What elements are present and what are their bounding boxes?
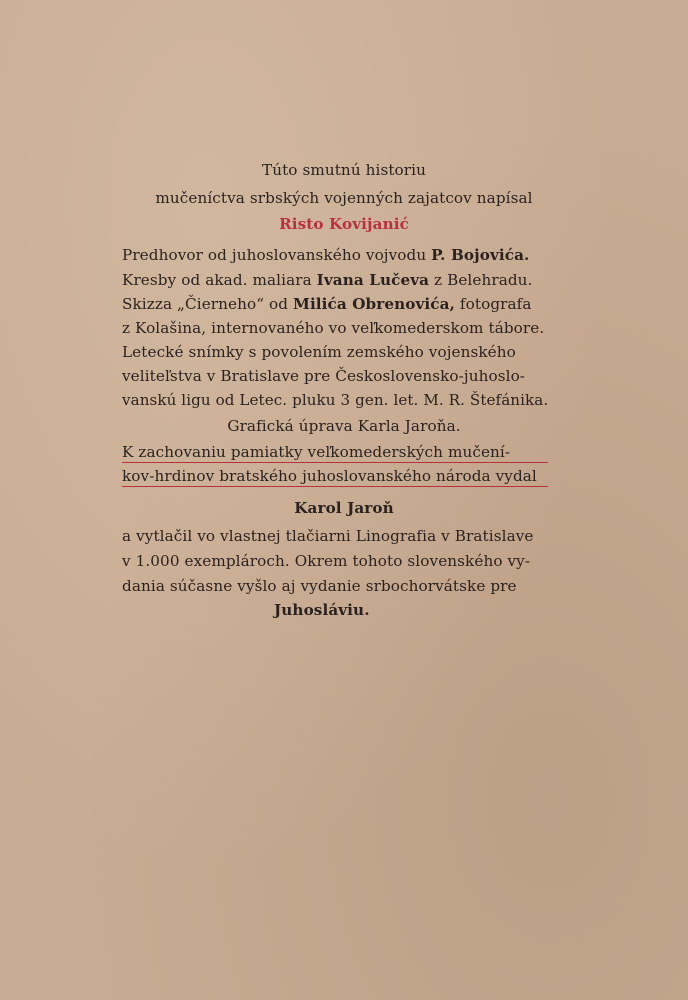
body-line-league: vanskú ligu od Letec. pluku 3 gen. let. M. R. Štefánika.	[122, 391, 549, 409]
intro-line-1: Túto smutnú historiu	[261, 161, 427, 179]
intro-line-2: mučeníctva srbských vojenných zajatcov napísal	[155, 189, 533, 207]
dedication-line-2: kov-hrdinov bratského juhoslovanského národa vydal	[122, 467, 537, 485]
body-line-sketch	[122, 294, 532, 314]
preface-text: Predhovor od juhoslovanského vojvodu	[122, 246, 432, 264]
publisher-line-3: dania súčasne vyšlo aj vydanie srbochorvátske pre	[122, 577, 517, 595]
publisher-line-4: Juhosláviu.	[274, 601, 370, 619]
author-name: Risto Kovijanić	[279, 215, 409, 233]
drawings-origin: z Belehradu.	[429, 271, 533, 289]
body-line-graphic: Grafická úprava Karla Jaroňa.	[227, 417, 461, 435]
publisher-line-2: v 1.000 exemplároch. Okrem tohoto slovenského vy-	[122, 552, 531, 570]
preface-name: P. Bojovića.	[431, 246, 530, 264]
body-line-command: veliteľstva v Bratislave pre Československo-juhoslo-	[122, 367, 526, 385]
dedication-underline-2	[122, 486, 548, 487]
publisher-line-1: a vytlačil vo vlastnej tlačiarni Linografia v Bratislave	[122, 527, 534, 545]
dedication-underline-1	[122, 462, 548, 463]
dedication-line-1: K zachovaniu pamiatky veľkomederských mučení-	[122, 443, 511, 461]
body-line-kolasin: z Kolašina, internovaného vo veľkomederskom tábore.	[122, 319, 545, 337]
drawings-text: Kresby od akad. maliara	[122, 271, 317, 289]
painter-name: Ivana Lučeva	[316, 271, 430, 289]
sketch-text: Skizza „Čierneho“ od	[122, 295, 294, 313]
body-line-aerial: Letecké snímky s povolením zemského vojenského	[122, 343, 516, 361]
body-line-drawings	[122, 270, 533, 290]
sketch-author: Milića Obrenovića,	[293, 295, 455, 313]
sketch-role: fotografa	[454, 295, 532, 313]
publisher-name: Karol Jaroň	[294, 499, 394, 517]
body-line-preface	[122, 245, 529, 265]
